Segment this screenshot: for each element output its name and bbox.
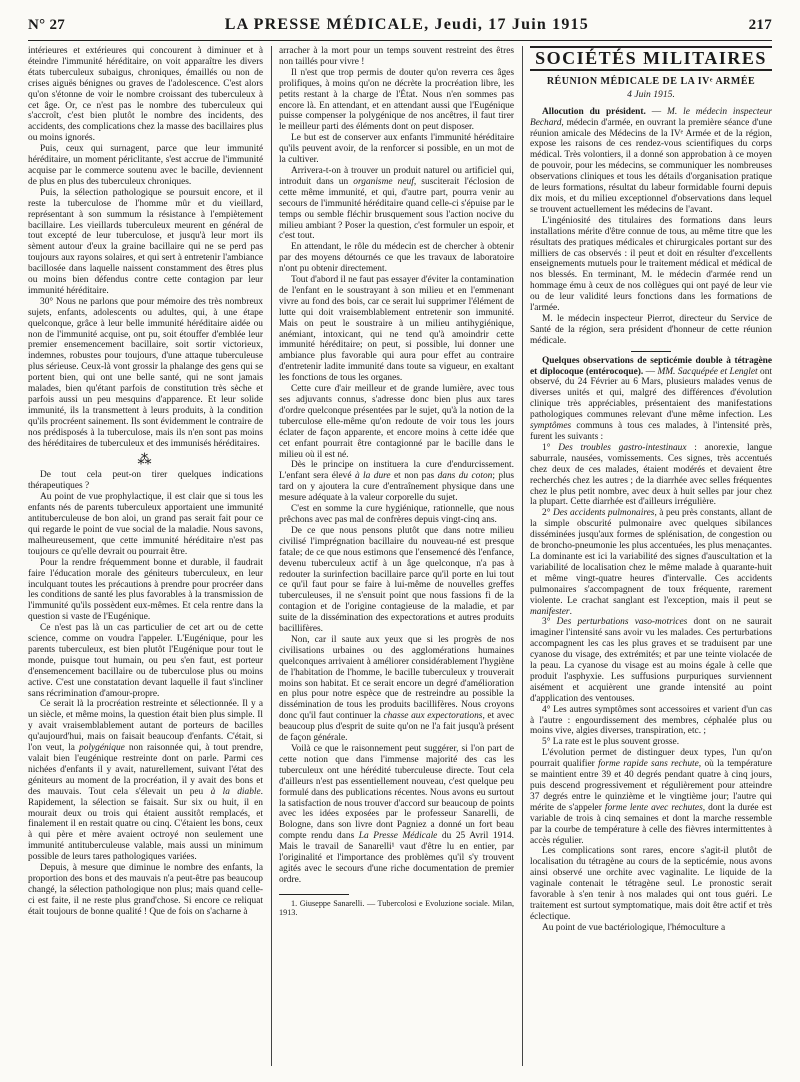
paragraph: Voilà ce que le raisonnement peut suggérer, si l'on part de cette notion que dans l'immense majorité des cas les tuberculeux ont une hérédité tuberculeuse directe. Tout cela d'ailleurs n'est pas essentiellement nouveau, c'est quelque peu formulé dans des publications récentes. Nous avons eu surtout la satisfaction de nous trouver d'accord sur beaucoup de points avec les idées exposées par le professeur Sanarelli, de Bologne, dans son livre dont Pagniez a donné un fort beau compte rendu dans La Presse Médicale du 25 Avril 1914. Mais le travail de Sanarelli¹ vaut d'être lu en entier, par l'originalité et l'importance des problèmes qu'il s'y trouvent agités avec le secours d'une riche documentation de premier ordre. [279, 744, 514, 885]
column-3 [530, 46, 772, 934]
paragraph: Tout d'abord il ne faut pas essayer d'éviter la contamination de l'enfant en le soustrayant à son milieu et en l'emmenant vivre au fond des bois, car ce serait lui supprimer l'élément de lutte qui doit vraisemblablement entretenir son immunité. Mais on peut le soustraire à un milieu antihygiénique, anémiant, intoxicant, qui ne tend qu'à amoindrir cette immunité héréditaire; on peut, si possible, lui donner une ambiance plus favorable qui aura pour effet au contraire d'entretenir ladite immunité dans toute sa vigueur, en exaltant les fonctions de tous les organes. [279, 275, 514, 384]
section-header [530, 46, 772, 71]
paragraph: intérieures et extérieures qui concourent à diminuer et à éteindre l'immunité héréditaire, on voit apparaître les divers états tuberculeux subaigus, chroniques, émaillés ou non de crises aiguës bénignes ou graves de l'adolescence. C'est alors qu'on s'étonne de voir le nombre croissant des tuberculeux à cet âge. Or, ce n'est pas le nombre des tuberculeux qui s'accroît, c'est bien plutôt le nombre des incidents, des accidents, des complications chez la masse des bacillaires plus ou moins ignorés. [28, 46, 263, 144]
paragraph: Cette cure d'air meilleur et de grande lumière, avec tous ses adjuvants connus, s'adresse donc bien plus aux tares d'ordre quelconque présentées par le sujet, qu'à la notion de la tuberculose elle-même qu'on redoute de voir tous les jours éclater de façon apparente, et encore moins à cette idée que cet enfant pourrait être contagionné par le bacille dans le milieu où il est né. [279, 384, 514, 460]
paragraph: Quelques observations de septicémie double à tétragène et diplocoque (entérocoque). — MM. Sacquépée et Lenglet ont observé, du 24 Février au 6 Mars, plusieurs malades venus de diverses unités et qui, malgré des différences d'évolution clinique très appréciables, présentaient des manifestations pathologiques communes relevant d'une même infection. Les symptômes communs à tous ces malades, à l'intensité près, furent les suivants : [530, 355, 772, 442]
paragraph: 1° Des troubles gastro-intestinaux : anorexie, langue saburrale, nausées, vomissements. Ces signes, très accentués chez deux de ces malades, étaient modérés et devaient être recherchés chez les autres ; de la diarrhée avec selles fréquentes chez le plus petit nombre, avec deux à huit selles par jour chez la plupart. Cette diarrhée est d'ailleurs irrégulière. [530, 442, 772, 508]
column-divider-2 [522, 46, 523, 1066]
meeting-date: 4 Juin 1915. [627, 88, 675, 100]
journal-title: LA PRESSE MÉDICALE, Jeudi, 17 Juin 1915 [224, 16, 589, 33]
paragraph: Pour la rendre fréquemment bonne et durable, il faudrait faire l'éducation morale des géniteurs tuberculeux, en leur inculquant toutes les précautions à prendre pour procréer dans les conditions de santé les plus favorables à la transmission de l'immunité qu'ils possèdent eux-mêmes. Et cela rentre dans la question si vaste de l'Eugénique. [28, 557, 263, 623]
paragraph: L'évolution permet de distinguer deux types, l'un qu'on pourrait qualifier forme rapide sans rechute, où la température se maintient entre 39 et 40 degrés pendant quatre à cinq jours, puis descend progressivement et régulièrement pour atteindre 37 degrés entre le quinzième et le vingtième jour; l'autre qui mérite de s'appeler forme lente avec rechutes, dont la durée est variable de trois à cinq semaines et dont la marche ressemble par la courbe de température à celle des fièvres intermittentes à accès régulier. [530, 748, 772, 846]
section-title: SOCIÉTÉS MILITAIRES [535, 48, 767, 68]
page-number: 217 [748, 17, 772, 33]
paragraph: Au point de vue prophylactique, il est clair que si tous les enfants nés de parents tuberculeux apportaient une immunité antituberculeuse de bon aloi, un grand pas serait fait pour ce qui regarde le point de vue social de la maladie. Nous savons, malheureusement, que cette immunité héréditaire n'est pas toujours ce qu'elle devrait ou pourrait être. [28, 492, 263, 557]
paragraph: C'est en somme la cure hygiénique, rationnelle, que nous prêchons avec pas mal de confrères depuis vingt-cinq ans. [279, 504, 514, 525]
footnote-rule [279, 894, 349, 895]
paragraph: Puis, la sélection pathologique se poursuit encore, et il reste la tuberculose de l'homme mûr et du vieillard, représentant à son summum la résistance à l'empiètement bacillaire. Les vieillards tuberculeux meurent en général de tout excepté de leur tuberculose, et jusqu'à leur mort ils sèment autour d'eux la graine bacillaire qui ne se perd pas toujours aux rayons solaires, et qui sert à entretenir l'ambiance bacillosée dans laquelle naissent constamment des êtres plus ou moins bien défendus contre cette contagion par leur immunité héréditaire. [28, 187, 263, 296]
column-2 [279, 46, 514, 918]
column-divider-1 [271, 46, 272, 1066]
column-1 [28, 46, 263, 918]
paragraph: Dès le principe on instituera la cure d'endurcissement. L'enfant sera élevé à la dure et non pas dans du coton; plus tard on y ajoutera la cure d'entraînement physique dans une mesure adéquate à la valeur corporelle du sujet. [279, 460, 514, 504]
footnote: 1. Giuseppe Sanarelli. — Tubercolosi e Evoluzione sociale. Milan, 1913. [279, 898, 514, 918]
paragraph: 2° Des accidents pulmonaires, à peu près constants, allant de la simple obscurité pulmonaire avec quelques sibilances disséminées jusqu'aux formes de splénisation, de congestion ou de broncho-pneumonie les plus accentuées, les plus menaçantes. La dominante est ici la variabilité des signes d'auscultation et la variabilité de localisation chez le même malade à quarante-huit et même vingt-quatre heures d'intervalle. Ces accidents pulmonaires s'accompagnent de toux fréquente, rarement violente. Le crachat sanglant est l'exception, mais il peut se manifester. [530, 508, 772, 617]
meeting-title: RÉUNION MÉDICALE DE LA IVᵉ ARMÉE [546, 75, 756, 87]
paragraph: Puis, ceux qui surnagent, parce que leur immunité héréditaire, un moment périclitante, s'est accrue de l'immunité acquise par le commerce soutenu avec le bacille, deviennent de plus en plus des tuberculeux chroniques. [28, 144, 263, 187]
paragraph: L'ingéniosité des titulaires des formations dans leurs installations mérite d'être connue de tous, au même titre que les résultats des pratiques médicales et chirurgicales portant sur des milliers de cas observés : il peut et doit en résulter d'excellents enseignements mutuels pour le traitement médical et médical de nos blessés. En terminant, M. le médecin d'armée rend un hommage ému à ceux de nos collègues qui ont payé de leur vie ou de leur validité leurs fonctions dans les formations de l'armée. [530, 215, 772, 314]
paragraph: En attendant, le rôle du médecin est de chercher à obtenir par des moyens détournés ce que les travaux de laboratoire n'ont pu obtenir directement. [279, 242, 514, 275]
paragraph: Il n'est que trop permis de douter qu'on reverra ces âges prolifiques, à moins qu'on ne décrète la procréation libre, les petits restant à la charge de l'État. Nous n'en sommes pas encore là. En attendant, et en attendant aussi que l'Eugénique puisse compenser la polygénique de nos ancêtres, il faut tirer le meilleur parti des éléments dont on peut disposer. [279, 67, 514, 133]
paragraph: 30° Nous ne parlons que pour mémoire des très nombreux sujets, enfants, adolescents ou adultes, qui, à une étape quelconque, grâce à leur belle immunité héréditaire aidée ou non de l'immunité acquise, ont pu, soit étouffer d'emblée leur premier ensemencement bacillaire, soit sortir victorieux, indemnes, robustes pour toujours, d'une attaque tuberculeuse plus sérieuse. Ceux-là vont grossir la phalange des gens qui se portent bien, qui ont une belle santé, qui ne sont jamais malades, bien qu'étant parfois de constitution très sèche et parfois aussi un peu mesquins d'apparence. Et leur solide immunité, ils la transmettent à leurs produits, à la condition qu'ils procréent sainement. Ils sont évidemment le contraire de nos prédisposés à la tuberculose, mais ils n'en sont pas moins des héréditaires de tuberculeux et des immunisés héréditaires. [28, 296, 263, 449]
paragraph: De tout cela peut-on tirer quelques indications thérapeutiques ? [28, 470, 263, 492]
paragraph: arracher à la mort pour un temps souvent restreint des êtres non taillés pour vivre ! [279, 46, 514, 67]
paragraph: Ce n'est pas là un cas particulier de cet art ou de cette science, comme on voudra l'appeler. L'Eugénique, pour les parents tuberculeux, est bien plutôt l'Eugénique pour tout le monde, puisque tout humain, ou peu s'en faut, est porteur d'ensemencement bacillaire ou de tuberculose plus ou moins active. C'est une constatation devant laquelle il faut s'incliner sans récrimination d'amour-propre. [28, 623, 263, 699]
separator-rule [631, 351, 671, 352]
paragraph: 5° La rate est le plus souvent grosse. [542, 737, 680, 748]
paragraph: Le but est de conserver aux enfants l'immunité héréditaire qu'ils peuvent avoir, de la renforcer si possible, en un mot de la cultiver. [279, 133, 514, 166]
issue-number: N° 27 [28, 17, 66, 33]
paragraph: 3° Des perturbations vaso-motrices dont on ne saurait imaginer l'intensité sans avoir vu les malades. Ces perturbations accompagnent les cas les plus graves et se traduisent par une cyanose du visage, des extrémités; et par une teinte violacée de la peau. La cyanose du visage est au moins égale à celle que produit l'asphyxie. Les suffusions purpuriques surviennent aisément et acquièrent une grande intensité au point d'application des ventouses. [530, 617, 773, 704]
paragraph: Arrivera-t-on à trouver un produit naturel ou artificiel qui, introduit dans un organisme neuf, susciterait l'éclosion de cette même immunité, et qui, d'autre part, pourra venir au secours de l'immunité héréditaire quand celle-ci s'épuise par le temps ou semble fléchir brusquement sous l'action nocive du milieu ambiant ? Poser la question, c'est formuler un espoir, et c'est tout. [279, 165, 514, 242]
page-header [28, 16, 772, 38]
paragraph: 4° Les autres symptômes sont accessoires et varient d'un cas à l'autre : engourdissement des membres, céphalée plus ou moins vive, algies diverses, transpiration, etc. ; [530, 704, 772, 737]
paragraph: Allocution du président. — M. le médecin inspecteur Bechard, médecin d'armée, en ouvrant la première séance d'une réunion amicale des Médecins de la IVᵉ Armée et de la région, expose les raisons de ces rendez-vous scientifiques du corps médical. Très volontiers, il a donné son approbation à ce moyen de pouvoir, pour les médecins, se communiquer les nombreuses observations cliniques et tous les détails d'organisation pratique de leurs formations, résultat du labeur formidable fourni depuis dix mois, et du milieu exceptionnel d'observations dans lequel se trouvent actuellement les médecins de l'avant. [530, 106, 772, 215]
paragraph: Depuis, à mesure que diminue le nombre des enfants, la proportion des bons et des mauvais n'a peut-être pas beaucoup changé, la sélection pathologique non plus; mais quand celle-ci est faite, il ne reste plus grand'chose. Si encore ce reliquat était toujours de bonne qualité ! Que de fois on s'acharne à [28, 863, 263, 917]
paragraph: De ce que nous pensons plutôt que dans notre milieu civilisé l'imprégnation bacillaire du nouveau-né est presque fatale; de ce que nous estimons que l'ensemencé dès l'enfance, devenu tuberculeux actif à un âge quelconque, n'a pas à redouter la surinfection bacillaire parce qu'il porte en lui tout ce qu'il faut pour se faire à lui-même de nouvelles greffes tuberculeuses, il ne s'ensuit point que nous fassions fi de la contagion et de l'origine contagieuse de la maladie, et par suite de la dissémination des expectorations et autres produits bacillifères. [279, 525, 514, 635]
paragraph: Au point de vue bactériologique, l'hémoculture a [542, 922, 726, 933]
header-rule [28, 40, 772, 41]
paragraph: Ce serait là la procréation restreinte et sélectionnée. Il y a un siècle, et même moins, la question était bien plus simple. Il y avait vraisemblablement autant de porteurs de bacilles qu'aujourd'hui, mais on faisait beaucoup d'enfants. C'était, si l'on veut, la polygénique non raisonnée qui, à tout prendre, valait bien l'eugénique restreinte dont on parle. Parmi ces nichées d'enfants il y avait, naturellement, suivant l'état des géniteurs au moment de la procréation, il y avait des bons et des mauvais. Tout cela s'élevait un peu à la diable. Rapidement, la sélection se faisait. Sur six ou huit, il en mourait deux ou trois qui étaient aussitôt remplacés, et finalement il en restait quatre ou cinq. C'étaient les bons, ceux à qui père et mère avaient octroyé non seulement une immunité antituberculeuse valable, mais aussi un minimum possible de leurs tares pathologiques variées. [28, 699, 263, 863]
paragraph: Les complications sont rares, encore s'agit-il plutôt de localisation du tétragène au cours de la septicémie, nous avons ainsi observé une orchite avec vaginalite. Le liquide de la vaginale contenait le tétragène seul. Le pronostic serait favorable à s'en tenir à nos malades qui ont tous guéri. Le traitement est surtout symptomatique, mais doit être actif et très éclectique. [530, 846, 772, 922]
section-separator: ⁂ [137, 452, 154, 468]
paragraph: M. le médecin inspecteur Pierrot, directeur du Service de Santé de la région, sera président d'honneur de cette réunion médicale. [530, 313, 772, 346]
paragraph: Non, car il saute aux yeux que si les progrès de nos civilisations urbaines ou des agglomérations humaines quelconques arrivaient à améliorer considérablement l'hygiène de l'habitation de l'homme, le bacille tuberculeux y trouverait moins son habitat. Et ce serait encore un degré d'amélioration en plus pour notre espèce que de restreindre au possible la dissémination de tous les produits bacillifères. Nous croyons donc qu'il faut continuer la chasse aux expectorations, et avec beaucoup plus d'esprit de suite qu'on ne l'a fait jusqu'à présent de façon générale. [279, 634, 514, 744]
